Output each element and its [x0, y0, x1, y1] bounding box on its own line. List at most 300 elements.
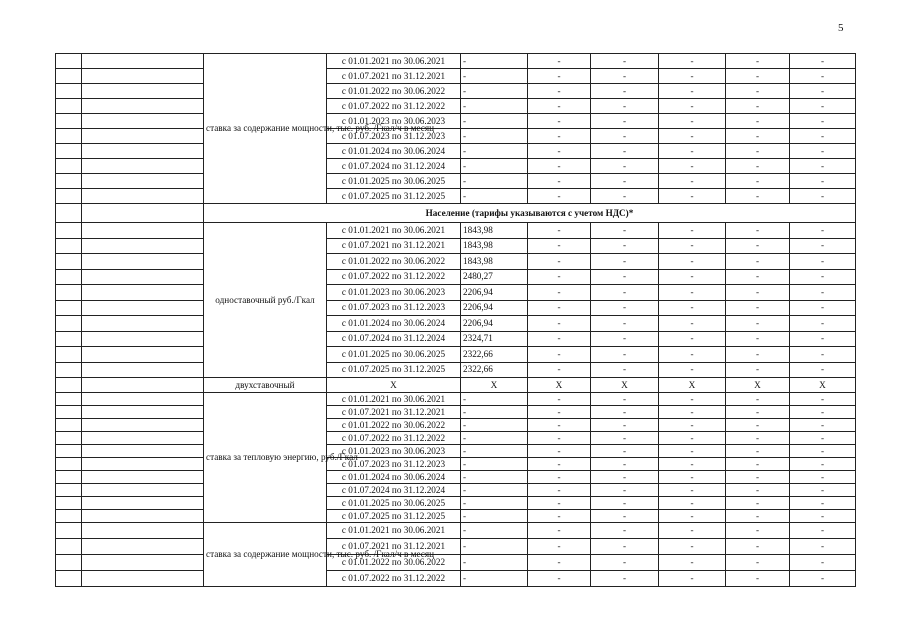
period-cell: с 01.01.2021 по 30.06.2021 — [327, 523, 461, 539]
period-cell: с 01.07.2021 по 31.12.2021 — [327, 238, 461, 254]
row-number-cell — [56, 84, 82, 99]
value-cell: - — [461, 445, 528, 458]
value-cell: 2322,66 — [461, 362, 528, 378]
period-cell: с 01.01.2025 по 30.06.2025 — [327, 174, 461, 189]
table-row — [56, 497, 856, 510]
value-cell: - — [591, 347, 659, 363]
rate-description: ставка за содержание мощности, тыс. руб. /Гкал/ч в месяц — [204, 54, 327, 204]
name-cell — [82, 445, 204, 458]
value-cell: - — [461, 114, 528, 129]
table-row — [56, 445, 856, 458]
value-cell: - — [461, 84, 528, 99]
name-cell — [82, 174, 204, 189]
period-cell: с 01.07.2023 по 31.12.2023 — [327, 300, 461, 316]
row-number-cell — [56, 285, 82, 301]
period-cell: с 01.01.2021 по 30.06.2021 — [327, 54, 461, 69]
value-cell: - — [461, 144, 528, 159]
tariff-table — [55, 53, 856, 587]
value-cell: - — [790, 445, 856, 458]
name-cell — [82, 539, 204, 555]
value-cell: - — [659, 331, 726, 347]
value-cell: - — [790, 539, 856, 555]
value-cell: - — [726, 189, 790, 204]
value-cell: - — [591, 69, 659, 84]
value-cell: - — [591, 114, 659, 129]
value-cell: - — [659, 362, 726, 378]
table-row — [56, 555, 856, 571]
period-cell: с 01.07.2025 по 31.12.2025 — [327, 510, 461, 523]
value-cell: - — [528, 571, 591, 587]
table-row — [56, 571, 856, 587]
value-cell: - — [528, 316, 591, 332]
row-number-cell — [56, 316, 82, 332]
two-part-value: Х — [461, 378, 528, 393]
value-cell: - — [591, 84, 659, 99]
period-cell: с 01.07.2025 по 31.12.2025 — [327, 189, 461, 204]
value-cell: - — [659, 471, 726, 484]
value-cell: - — [461, 510, 528, 523]
value-cell: - — [726, 539, 790, 555]
value-cell: - — [726, 316, 790, 332]
value-cell: - — [659, 269, 726, 285]
period-cell: с 01.01.2024 по 30.06.2024 — [327, 471, 461, 484]
value-cell: - — [726, 269, 790, 285]
row-number-cell — [56, 539, 82, 555]
value-cell: - — [591, 316, 659, 332]
name-cell — [82, 254, 204, 270]
value-cell: - — [591, 189, 659, 204]
period-cell: с 01.01.2025 по 30.06.2025 — [327, 347, 461, 363]
table-row — [56, 238, 856, 254]
period-cell: с 01.07.2021 по 31.12.2021 — [327, 539, 461, 555]
value-cell: - — [726, 471, 790, 484]
value-cell: - — [591, 445, 659, 458]
table-row — [56, 300, 856, 316]
value-cell: - — [659, 406, 726, 419]
name-cell — [82, 432, 204, 445]
period-cell: с 01.07.2022 по 31.12.2022 — [327, 432, 461, 445]
name-cell — [82, 316, 204, 332]
value-cell: - — [790, 84, 856, 99]
value-cell: - — [726, 174, 790, 189]
row-number-cell — [56, 189, 82, 204]
value-cell: - — [591, 523, 659, 539]
value-cell: - — [659, 347, 726, 363]
value-cell: - — [528, 458, 591, 471]
value-cell: - — [591, 484, 659, 497]
value-cell: - — [461, 484, 528, 497]
value-cell: - — [528, 159, 591, 174]
row-number-cell — [56, 458, 82, 471]
value-cell: - — [659, 497, 726, 510]
value-cell: - — [790, 159, 856, 174]
value-cell: - — [726, 69, 790, 84]
value-cell: 2324,71 — [461, 331, 528, 347]
table-row — [56, 189, 856, 204]
value-cell: - — [461, 69, 528, 84]
value-cell: - — [659, 69, 726, 84]
value-cell: - — [528, 238, 591, 254]
value-cell: - — [659, 238, 726, 254]
table-row — [56, 174, 856, 189]
name-cell — [82, 300, 204, 316]
value-cell: - — [461, 523, 528, 539]
value-cell: - — [726, 458, 790, 471]
name-cell — [82, 406, 204, 419]
name-cell — [82, 189, 204, 204]
name-cell — [82, 458, 204, 471]
row-number-cell — [56, 269, 82, 285]
row-number-cell — [56, 331, 82, 347]
value-cell: - — [790, 471, 856, 484]
period-cell: с 01.07.2021 по 31.12.2021 — [327, 406, 461, 419]
row-number-cell — [56, 419, 82, 432]
value-cell: - — [659, 555, 726, 571]
value-cell: - — [528, 432, 591, 445]
value-cell: - — [461, 129, 528, 144]
value-cell: - — [790, 174, 856, 189]
value-cell: - — [659, 510, 726, 523]
value-cell: - — [726, 432, 790, 445]
value-cell: - — [591, 285, 659, 301]
value-cell: - — [790, 285, 856, 301]
value-cell: - — [659, 484, 726, 497]
value-cell: - — [591, 539, 659, 555]
value-cell: - — [528, 144, 591, 159]
value-cell: 2206,94 — [461, 300, 528, 316]
period-cell: с 01.07.2023 по 31.12.2023 — [327, 129, 461, 144]
table-row — [56, 223, 856, 239]
value-cell: - — [726, 223, 790, 239]
row-number-cell — [56, 204, 82, 223]
value-cell: - — [528, 539, 591, 555]
row-number-cell — [56, 159, 82, 174]
period-cell: с 01.01.2023 по 30.06.2023 — [327, 285, 461, 301]
row-number-cell — [56, 99, 82, 114]
value-cell: - — [461, 471, 528, 484]
value-cell: - — [726, 510, 790, 523]
value-cell: - — [790, 129, 856, 144]
value-cell: 1843,98 — [461, 254, 528, 270]
rate-description: одноставочный руб./Гкал — [204, 223, 327, 378]
value-cell: - — [790, 189, 856, 204]
value-cell: - — [659, 174, 726, 189]
value-cell: - — [790, 555, 856, 571]
value-cell: - — [591, 99, 659, 114]
period-cell: с 01.07.2022 по 31.12.2022 — [327, 571, 461, 587]
value-cell: - — [461, 432, 528, 445]
table-row — [56, 159, 856, 174]
row-number-cell — [56, 223, 82, 239]
period-cell: с 01.01.2021 по 30.06.2021 — [327, 393, 461, 406]
value-cell: - — [726, 362, 790, 378]
name-cell — [82, 238, 204, 254]
period-cell: с 01.07.2025 по 31.12.2025 — [327, 362, 461, 378]
period-cell: с 01.07.2024 по 31.12.2024 — [327, 159, 461, 174]
value-cell: - — [790, 144, 856, 159]
name-cell — [82, 378, 204, 393]
value-cell: - — [591, 254, 659, 270]
row-number-cell — [56, 497, 82, 510]
period-cell: с 01.07.2024 по 31.12.2024 — [327, 331, 461, 347]
row-number-cell — [56, 393, 82, 406]
row-number-cell — [56, 129, 82, 144]
value-cell: - — [591, 406, 659, 419]
name-cell — [82, 362, 204, 378]
value-cell: - — [461, 497, 528, 510]
period-cell: с 01.01.2022 по 30.06.2022 — [327, 254, 461, 270]
page-number: 5 — [838, 22, 844, 34]
period-cell: с 01.07.2021 по 31.12.2021 — [327, 69, 461, 84]
row-number-cell — [56, 69, 82, 84]
value-cell: - — [790, 316, 856, 332]
row-number-cell — [56, 174, 82, 189]
table-row — [56, 144, 856, 159]
value-cell: - — [726, 285, 790, 301]
table-row — [56, 254, 856, 270]
value-cell: - — [528, 69, 591, 84]
row-number-cell — [56, 362, 82, 378]
value-cell: - — [591, 393, 659, 406]
value-cell: - — [528, 406, 591, 419]
period-cell: с 01.07.2023 по 31.12.2023 — [327, 458, 461, 471]
row-number-cell — [56, 54, 82, 69]
period-cell: с 01.07.2022 по 31.12.2022 — [327, 269, 461, 285]
name-cell — [82, 555, 204, 571]
row-number-cell — [56, 144, 82, 159]
value-cell: - — [528, 362, 591, 378]
period-cell: с 01.07.2024 по 31.12.2024 — [327, 484, 461, 497]
row-number-cell — [56, 300, 82, 316]
name-cell — [82, 471, 204, 484]
value-cell: - — [591, 238, 659, 254]
value-cell: - — [726, 238, 790, 254]
period-cell: с 01.01.2024 по 30.06.2024 — [327, 144, 461, 159]
value-cell: 2206,94 — [461, 285, 528, 301]
row-number-cell — [56, 523, 82, 539]
value-cell: - — [591, 129, 659, 144]
value-cell: - — [659, 84, 726, 99]
name-cell — [82, 99, 204, 114]
value-cell: - — [461, 555, 528, 571]
value-cell: - — [790, 571, 856, 587]
period-cell: с 01.01.2024 по 30.06.2024 — [327, 316, 461, 332]
value-cell: - — [528, 523, 591, 539]
name-cell — [82, 347, 204, 363]
table-row — [56, 285, 856, 301]
value-cell: - — [790, 54, 856, 69]
value-cell: - — [790, 99, 856, 114]
value-cell: - — [528, 114, 591, 129]
row-number-cell — [56, 471, 82, 484]
value-cell: - — [461, 406, 528, 419]
row-number-cell — [56, 378, 82, 393]
table-row — [56, 393, 856, 406]
two-part-value: Х — [327, 378, 461, 393]
row-number-cell — [56, 484, 82, 497]
row-number-cell — [56, 555, 82, 571]
table-row — [56, 510, 856, 523]
value-cell: - — [659, 285, 726, 301]
value-cell: - — [461, 539, 528, 555]
value-cell: - — [591, 555, 659, 571]
table-row — [56, 129, 856, 144]
two-part-value: Х — [726, 378, 790, 393]
value-cell: - — [659, 144, 726, 159]
table-row — [56, 114, 856, 129]
table-row — [56, 458, 856, 471]
value-cell: - — [528, 555, 591, 571]
value-cell: - — [726, 99, 790, 114]
value-cell: - — [591, 510, 659, 523]
table-row — [56, 269, 856, 285]
name-cell — [82, 84, 204, 99]
value-cell: - — [591, 223, 659, 239]
value-cell: - — [528, 445, 591, 458]
value-cell: - — [726, 129, 790, 144]
value-cell: - — [726, 347, 790, 363]
row-number-cell — [56, 510, 82, 523]
table-row — [56, 316, 856, 332]
value-cell: - — [591, 331, 659, 347]
value-cell: - — [659, 159, 726, 174]
name-cell — [82, 223, 204, 239]
value-cell: - — [790, 238, 856, 254]
name-cell — [82, 393, 204, 406]
value-cell: - — [726, 406, 790, 419]
value-cell: - — [726, 393, 790, 406]
name-cell — [82, 497, 204, 510]
value-cell: - — [790, 484, 856, 497]
table-row — [56, 69, 856, 84]
table-row — [56, 484, 856, 497]
value-cell: - — [790, 223, 856, 239]
value-cell: 2480,27 — [461, 269, 528, 285]
name-cell — [82, 204, 204, 223]
value-cell: - — [790, 362, 856, 378]
period-cell: с 01.01.2022 по 30.06.2022 — [327, 84, 461, 99]
value-cell: - — [591, 571, 659, 587]
value-cell: - — [726, 114, 790, 129]
value-cell: - — [726, 571, 790, 587]
value-cell: - — [528, 285, 591, 301]
name-cell — [82, 159, 204, 174]
value-cell: - — [591, 269, 659, 285]
value-cell: - — [659, 393, 726, 406]
value-cell: - — [726, 484, 790, 497]
table-row — [56, 523, 856, 539]
value-cell: - — [528, 393, 591, 406]
value-cell: - — [528, 189, 591, 204]
rate-description: ставка за тепловую энергию, руб./Гкал — [204, 393, 327, 523]
rate-description: ставка за содержание мощности, тыс. руб. /Гкал/ч в месяц — [204, 523, 327, 587]
value-cell: - — [528, 254, 591, 270]
row-number-cell — [56, 406, 82, 419]
value-cell: - — [726, 445, 790, 458]
value-cell: - — [790, 269, 856, 285]
value-cell: - — [790, 69, 856, 84]
table-row — [56, 471, 856, 484]
name-cell — [82, 114, 204, 129]
value-cell: - — [790, 347, 856, 363]
value-cell: - — [528, 510, 591, 523]
table-row — [56, 539, 856, 555]
row-number-cell — [56, 238, 82, 254]
value-cell: - — [726, 497, 790, 510]
value-cell: - — [591, 432, 659, 445]
period-cell: с 01.01.2023 по 30.06.2023 — [327, 445, 461, 458]
table-row — [56, 362, 856, 378]
value-cell: - — [528, 129, 591, 144]
value-cell: - — [528, 84, 591, 99]
value-cell: - — [591, 174, 659, 189]
value-cell: - — [790, 114, 856, 129]
value-cell: - — [461, 419, 528, 432]
table-row — [56, 432, 856, 445]
value-cell: - — [591, 362, 659, 378]
value-cell: - — [659, 54, 726, 69]
name-cell — [82, 129, 204, 144]
name-cell — [82, 285, 204, 301]
value-cell: - — [726, 523, 790, 539]
two-part-value: Х — [659, 378, 726, 393]
value-cell: - — [528, 331, 591, 347]
name-cell — [82, 69, 204, 84]
row-number-cell — [56, 254, 82, 270]
value-cell: - — [726, 144, 790, 159]
value-cell: - — [659, 571, 726, 587]
value-cell: - — [461, 458, 528, 471]
value-cell: - — [528, 497, 591, 510]
value-cell: - — [659, 254, 726, 270]
value-cell: - — [528, 54, 591, 69]
value-cell: 1843,98 — [461, 238, 528, 254]
name-cell — [82, 269, 204, 285]
value-cell: - — [790, 254, 856, 270]
value-cell: - — [726, 300, 790, 316]
period-cell: с 01.01.2023 по 30.06.2023 — [327, 114, 461, 129]
value-cell: - — [528, 99, 591, 114]
table-row — [56, 419, 856, 432]
value-cell: - — [726, 84, 790, 99]
value-cell: - — [790, 523, 856, 539]
value-cell: - — [790, 406, 856, 419]
two-part-value: Х — [790, 378, 856, 393]
value-cell: - — [790, 510, 856, 523]
value-cell: - — [659, 539, 726, 555]
value-cell: - — [659, 523, 726, 539]
value-cell: - — [461, 54, 528, 69]
table-row — [56, 54, 856, 69]
row-number-cell — [56, 114, 82, 129]
value-cell: - — [528, 419, 591, 432]
section-header: Население (тарифы указываются с учетом НДС)* — [204, 204, 856, 223]
two-part-label: двухставочный — [204, 378, 327, 393]
value-cell: - — [659, 129, 726, 144]
value-cell: - — [528, 484, 591, 497]
value-cell: - — [591, 159, 659, 174]
value-cell: - — [461, 571, 528, 587]
table-row — [56, 331, 856, 347]
period-cell: с 01.01.2025 по 30.06.2025 — [327, 497, 461, 510]
two-part-value: Х — [591, 378, 659, 393]
value-cell: - — [659, 189, 726, 204]
table-row — [56, 406, 856, 419]
period-cell: с 01.01.2022 по 30.06.2022 — [327, 419, 461, 432]
value-cell: - — [528, 223, 591, 239]
value-cell: 1843,98 — [461, 223, 528, 239]
name-cell — [82, 331, 204, 347]
